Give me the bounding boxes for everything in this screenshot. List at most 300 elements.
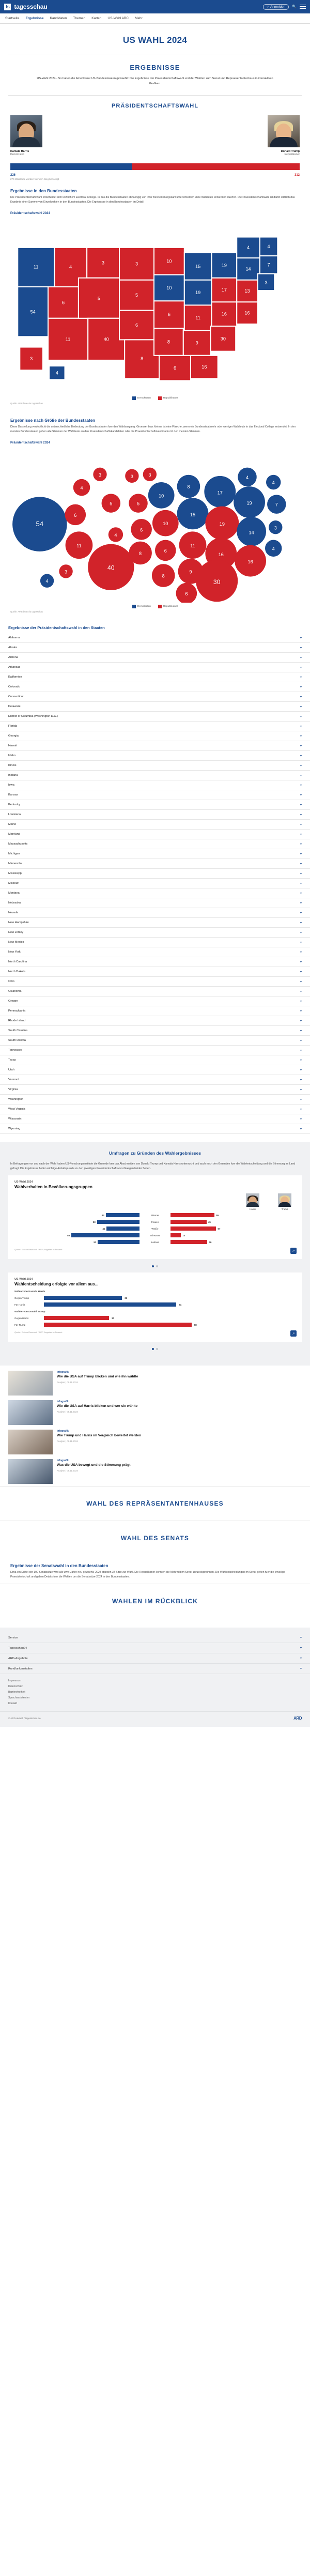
state-row[interactable] (0, 682, 310, 692)
state-row[interactable] (0, 761, 310, 771)
state-name: Nebraska (8, 901, 21, 905)
us-map-cartogram[interactable] (0, 446, 310, 603)
chevron-down-icon: ▾ (300, 1000, 302, 1003)
state-name: Washington (8, 1098, 24, 1101)
nav-item-kandidaten[interactable]: Kandidaten (50, 17, 67, 20)
candidate-name-harris: Kamala Harris (10, 149, 29, 153)
chevron-down-icon: ▾ (300, 685, 302, 689)
page-title: US WAHL 2024 (122, 35, 188, 45)
svg-text:10: 10 (166, 258, 172, 264)
bar-label: Frauen (151, 1220, 159, 1223)
state-row[interactable] (0, 820, 310, 830)
svg-text:15: 15 (195, 264, 201, 269)
nav-item-startseite[interactable]: Startseite (5, 17, 20, 20)
card1-source: Quelle: Edison Research / NEP, Angaben in Prozent (14, 1248, 63, 1251)
banner-house: WAHL DES REPRÄSENTANTENHAUSES (0, 1486, 310, 1521)
candidate-trump (155, 115, 300, 156)
us-map-choropleth[interactable] (0, 216, 310, 394)
bar-value-right: 13 (182, 1234, 185, 1237)
svg-text:17: 17 (217, 490, 223, 496)
card2-sub2: Wähler von Donald Trump (14, 1311, 45, 1314)
poll-bar-row (14, 1213, 296, 1217)
footer-link-sprachassistenten[interactable]: Sprachassistenten (8, 1696, 30, 1700)
chevron-down-icon: ▾ (300, 774, 302, 777)
svg-text:10: 10 (159, 493, 164, 499)
state-name: Missouri (8, 882, 19, 885)
bar-fill-rep (171, 1233, 181, 1237)
chevron-down-icon: ▾ (300, 725, 302, 728)
state-name: Indiana (8, 774, 18, 777)
state-row[interactable] (0, 879, 310, 888)
share-icon[interactable]: ↗ (290, 1330, 297, 1337)
svg-text:4: 4 (245, 474, 249, 480)
nav-item-themen[interactable]: Themen (73, 17, 86, 20)
bar-fill (44, 1302, 176, 1307)
svg-text:3: 3 (274, 525, 277, 531)
hamburger-icon[interactable] (300, 5, 306, 9)
state-row[interactable] (0, 1046, 310, 1055)
state-row[interactable] (0, 771, 310, 780)
card1-bars (14, 1213, 296, 1244)
teaser-item[interactable] (8, 1400, 302, 1425)
bar-value-right: 57 (218, 1227, 221, 1230)
teaser-image-3 (8, 1430, 53, 1454)
state-name: Massachusetts (8, 842, 28, 846)
poll-bar-row (14, 1220, 296, 1224)
teaser-meta: Analyse | 06.11.2024 (57, 1469, 78, 1473)
svg-text:16: 16 (202, 364, 207, 370)
banner-senate: WAHL DES SENATS (0, 1521, 310, 1555)
state-row[interactable] (0, 663, 310, 672)
card1-kicker: US-Wahl 2024 (14, 1180, 33, 1184)
state-row[interactable] (0, 869, 310, 879)
state-row[interactable] (0, 830, 310, 839)
chevron-down-icon: ▾ (300, 990, 302, 993)
candidates-row (0, 115, 310, 156)
state-name: Kalifornien (8, 676, 22, 679)
tagesschau-logo-mark[interactable]: ts (4, 4, 11, 10)
state-row[interactable] (0, 908, 310, 918)
state-row[interactable] (0, 1105, 310, 1114)
svg-text:6: 6 (140, 527, 143, 533)
state-row[interactable] (0, 672, 310, 682)
tagesschau-logo-text[interactable]: tagesschau (14, 3, 48, 10)
chevron-down-icon: ▾ (300, 1078, 302, 1082)
map1-legend (0, 394, 310, 401)
state-name: Ohio (8, 980, 14, 984)
svg-text:19: 19 (219, 521, 225, 527)
state-name: Utah (8, 1068, 14, 1072)
state-name: Mississippi (8, 872, 23, 876)
mini-photo-trump (278, 1193, 291, 1207)
svg-text:3: 3 (30, 356, 33, 361)
nav-item-uswahl-abc[interactable]: US-Wahl ABC (107, 17, 129, 20)
cartogram-section-text: Diese Darstellung verdeutlicht die unterschiedliche Bedeutung der Bundesstaaten fuer den Wahlausgang. Groesser bzw. kleiner ist eine Flaeche, wenn ein Bundesstaat mehr oder weniger Wahlleute in das Electoral College entsendet. In den meisten Bundesstaaten gehen alle Stimmen der Wahlleute an den Praesidentschaftskandidaten oder die Praesidentschaftskandidatin mit den meisten Stimmen. (10, 425, 296, 433)
teaser-meta: Analyse | 06.11.2024 (57, 1381, 78, 1384)
share-icon[interactable]: ↗ (290, 1248, 297, 1254)
state-name: Texas (8, 1059, 16, 1062)
legend-dem: Demokraten (132, 396, 151, 400)
state-name: Maine (8, 823, 17, 826)
bar-left (14, 1240, 140, 1244)
dot-1[interactable] (152, 1348, 154, 1350)
footer-link-kontakt[interactable]: Kontakt (8, 1702, 17, 1706)
chevron-down-icon: ▾ (300, 1068, 302, 1072)
state-row[interactable] (0, 957, 310, 967)
state-row[interactable] (0, 633, 310, 643)
state-row[interactable] (0, 1085, 310, 1095)
bar-right (171, 1233, 296, 1237)
svg-text:11: 11 (76, 543, 82, 548)
state-row[interactable] (0, 800, 310, 810)
bar-left (14, 1226, 140, 1231)
footer-row-ard-angebote[interactable]: ARD-Angebote ▾ (0, 1653, 310, 1664)
bar-right (171, 1213, 296, 1217)
svg-text:3: 3 (265, 280, 268, 285)
state-row[interactable] (0, 859, 310, 869)
chevron-down-icon: ▾ (300, 941, 302, 944)
poll-bar-row (14, 1240, 296, 1244)
legend-dem-2: Demokraten (132, 605, 151, 608)
card2-kicker: US-Wahl 2024 (14, 1278, 33, 1281)
chevron-down-icon: ▾ (300, 1667, 302, 1671)
legend-rep: Republikaner (158, 396, 178, 400)
svg-text:19: 19 (246, 500, 252, 506)
state-row[interactable] (0, 996, 310, 1006)
poll-bar-row (14, 1316, 296, 1320)
state-row[interactable] (0, 947, 310, 957)
chevron-down-icon: ▾ (300, 1117, 302, 1121)
svg-text:4: 4 (69, 264, 72, 270)
svg-text:11: 11 (190, 543, 195, 548)
state-name: West Virginia (8, 1108, 25, 1111)
state-name: Maryland (8, 833, 21, 836)
state-name: Minnesota (8, 862, 22, 866)
state-name: Louisiana (8, 813, 21, 817)
map1-source: Quelle: AP/Edison via tagesschau (10, 402, 43, 405)
state-row[interactable] (0, 702, 310, 712)
teaser-meta: Analyse | 06.11.2024 (57, 1440, 78, 1443)
bar-fill-rep (171, 1213, 214, 1217)
map2-caption: Präsidentschaftswahl 2024 (10, 441, 50, 444)
svg-text:9: 9 (189, 569, 192, 575)
state-row[interactable] (0, 977, 310, 987)
nav-item-mehr[interactable]: Mehr (135, 17, 143, 20)
bar-fill-dem (106, 1226, 140, 1231)
chevron-down-icon: ▾ (300, 676, 302, 679)
chevron-down-icon: ▾ (300, 931, 302, 934)
chevron-down-icon: ▾ (300, 901, 302, 905)
svg-text:16: 16 (244, 310, 250, 316)
chevron-down-icon: ▾ (300, 852, 302, 856)
teaser-kicker: Infografik (57, 1371, 69, 1374)
state-row[interactable] (0, 839, 310, 849)
state-name: New Jersey (8, 931, 24, 934)
state-row[interactable] (0, 731, 310, 741)
teaser-kicker: Infografik (57, 1400, 69, 1404)
state-name: Connecticut (8, 695, 24, 699)
chevron-down-icon: ▾ (300, 715, 302, 718)
dot-2[interactable] (156, 1265, 158, 1267)
card2-bars-trump (14, 1316, 296, 1327)
footer-bottom (0, 1711, 310, 1727)
state-row[interactable] (0, 928, 310, 938)
chevron-down-icon: ▾ (300, 646, 302, 650)
bar-label: Für Harris (14, 1303, 25, 1306)
state-row[interactable] (0, 643, 310, 653)
state-name: New Mexico (8, 941, 24, 944)
state-name: Illinois (8, 764, 17, 768)
carousel-dots-2[interactable] (0, 1347, 310, 1355)
footer (0, 1628, 310, 1727)
bar-fill-dem (98, 1240, 140, 1244)
chevron-down-icon: ▾ (300, 656, 302, 660)
presidential-heading: PRÄSIDENTSCHAFTSWAHL (112, 102, 198, 109)
svg-text:5: 5 (110, 501, 113, 507)
chevron-down-icon: ▾ (300, 1127, 302, 1131)
state-name: Oklahoma (8, 990, 22, 993)
chevron-down-icon: ▾ (300, 744, 302, 748)
state-row[interactable] (0, 1114, 310, 1124)
svg-text:4: 4 (114, 532, 117, 538)
mini-photo-harris (246, 1193, 259, 1207)
bar-left (14, 1233, 140, 1237)
chevron-down-icon: ▾ (300, 1059, 302, 1062)
svg-text:3: 3 (102, 260, 105, 266)
svg-text:6: 6 (174, 365, 177, 371)
poll-bar-row (14, 1323, 296, 1327)
state-name: Pennsylvania (8, 1009, 26, 1013)
chevron-down-icon: ▾ (300, 636, 302, 640)
state-row[interactable] (0, 790, 310, 800)
state-row[interactable] (0, 751, 310, 761)
chevron-down-icon: ▾ (300, 764, 302, 768)
state-row[interactable] (0, 1124, 310, 1134)
login-button[interactable] (263, 4, 289, 10)
bar-value: 68 (194, 1323, 197, 1326)
footer-link-barrierefreiheit[interactable]: Barrierefreiheit (8, 1691, 25, 1694)
card1-title: Wahlverhalten in Bevölkerungsgruppen (14, 1185, 92, 1190)
footer-row-rundfunkanstalten[interactable]: Rundfunkanstalten ▾ (0, 1664, 310, 1674)
teaser-item[interactable] (8, 1459, 302, 1484)
state-name: Vermont (8, 1078, 19, 1082)
bar-value-left: 52 (94, 1240, 97, 1244)
state-row[interactable] (0, 1065, 310, 1075)
state-row[interactable] (0, 938, 310, 947)
chevron-down-icon: ▾ (300, 823, 302, 826)
chevron-down-icon: ▾ (300, 813, 302, 817)
carousel-dots-1[interactable] (0, 1264, 310, 1272)
state-name: Colorado (8, 685, 20, 689)
state-row[interactable] (0, 692, 310, 702)
teaser-list (0, 1366, 310, 1486)
bar-fill-rep (171, 1240, 207, 1244)
state-name: South Dakota (8, 1039, 26, 1042)
state-row[interactable] (0, 849, 310, 859)
chevron-down-icon: ▾ (300, 1019, 302, 1023)
poll-bar-row (14, 1233, 296, 1237)
poll-card-motivation (8, 1272, 302, 1342)
state-name: Wyoming (8, 1127, 21, 1131)
svg-text:40: 40 (107, 564, 115, 572)
nav-item-ergebnisse[interactable]: Ergebnisse (25, 17, 44, 20)
svg-text:13: 13 (244, 288, 250, 294)
state-row[interactable] (0, 1016, 310, 1026)
bar-left (14, 1220, 140, 1224)
svg-text:40: 40 (103, 336, 109, 342)
teaser-title[interactable]: Was die USA bewegt und die Stimmung prägt (57, 1463, 131, 1467)
state-name: Arkansas (8, 666, 21, 669)
teaser-meta: Analyse | 06.11.2024 (57, 1410, 78, 1414)
login-label: Anmelden (270, 5, 286, 9)
svg-text:4: 4 (246, 244, 250, 250)
teaser-title[interactable]: Wie die USA auf Trump blicken und wie ihn wählte (57, 1375, 138, 1379)
state-row[interactable] (0, 1026, 310, 1036)
svg-text:11: 11 (65, 336, 71, 342)
svg-text:16: 16 (247, 559, 253, 564)
svg-text:54: 54 (30, 309, 36, 315)
chevron-down-icon: ▾ (300, 833, 302, 836)
bar-value-left: 85 (67, 1234, 70, 1237)
state-name: Nevada (8, 911, 19, 915)
state-name: Kansas (8, 793, 18, 797)
bar-value-left: 53 (92, 1220, 96, 1223)
svg-text:8: 8 (187, 484, 190, 489)
teaser-image-1 (8, 1371, 53, 1396)
teaser-title[interactable]: Wie Trump und Harris im Vergleich bewertet werden (57, 1434, 141, 1438)
state-name: Georgia (8, 734, 19, 738)
electoral-value-rep: 312 (294, 173, 300, 177)
dot-1[interactable] (152, 1265, 154, 1267)
card2-bars-harris (14, 1296, 296, 1307)
state-row[interactable] (0, 722, 310, 731)
bar-value-left: 42 (101, 1214, 104, 1217)
svg-text:17: 17 (221, 287, 227, 293)
state-name: New Hampshire (8, 921, 29, 925)
chevron-down-icon: ▾ (300, 784, 302, 787)
chevron-down-icon: ▾ (300, 1636, 302, 1640)
state-name: Tennessee (8, 1049, 23, 1052)
candidate-photo-harris (10, 115, 42, 147)
chevron-down-icon: ▾ (300, 1098, 302, 1101)
chevron-down-icon: ▾ (300, 980, 302, 984)
state-row[interactable] (0, 1055, 310, 1065)
footer-link-datenschutz[interactable]: Datenschutz (8, 1685, 23, 1689)
nav-item-karten[interactable]: Karten (91, 17, 102, 20)
cartogram-section-title: Ergebnisse nach Größe der Bundesstaaten (10, 418, 96, 423)
state-row[interactable] (0, 712, 310, 722)
bar-label: Gegen Trump (14, 1296, 29, 1299)
state-row[interactable] (0, 967, 310, 977)
bar-value-right: 46 (209, 1240, 212, 1244)
chevron-down-icon: ▾ (300, 754, 302, 758)
state-name: North Dakota (8, 970, 25, 974)
us-map-svg[interactable] (8, 216, 302, 394)
svg-text:4: 4 (80, 485, 83, 490)
svg-text:6: 6 (135, 322, 138, 328)
card1-left-name: Harris (250, 1208, 256, 1211)
footer-link-impressum[interactable]: Impressum (8, 1679, 21, 1683)
teaser-item[interactable] (8, 1371, 302, 1396)
state-row[interactable] (0, 1095, 310, 1105)
bar-label: Weiße (151, 1227, 159, 1230)
state-row[interactable] (0, 918, 310, 928)
card1-right-name: Trump (281, 1208, 288, 1211)
state-row[interactable] (0, 653, 310, 663)
state-name: New York (8, 950, 21, 954)
banner-retrospective: WAHLEN IM RÜCKBLICK (0, 1584, 310, 1618)
top-bar (0, 0, 310, 13)
footer-row-tagesschau24[interactable]: Tagesschau24 ▾ (0, 1643, 310, 1653)
bar-right (171, 1226, 296, 1231)
chevron-down-icon: ▾ (300, 950, 302, 954)
chevron-down-icon: ▾ (300, 1088, 302, 1092)
svg-text:4: 4 (272, 480, 275, 485)
bar-value-right: 55 (216, 1214, 219, 1217)
state-name: Montana (8, 892, 20, 895)
svg-text:4: 4 (45, 578, 49, 584)
polls-heading: Umfragen zu Gründen des Wahlergebnisses (109, 1151, 202, 1156)
state-row[interactable] (0, 1006, 310, 1016)
svg-text:14: 14 (245, 266, 251, 272)
search-icon[interactable]: 🔍 (292, 5, 297, 9)
teaser-title[interactable]: Wie die USA auf Harris blicken und wer sie wählte (57, 1404, 138, 1408)
state-name: Iowa (8, 784, 14, 787)
state-name: District of Columbia (Washington D.C.) (8, 715, 58, 718)
state-row[interactable] (0, 780, 310, 790)
svg-text:5: 5 (137, 501, 140, 507)
electoral-values (0, 172, 310, 177)
svg-text:8: 8 (141, 356, 144, 361)
svg-text:16: 16 (221, 311, 227, 317)
state-row[interactable] (0, 810, 310, 820)
electoral-bar (10, 163, 300, 170)
chevron-down-icon: ▾ (300, 1029, 302, 1033)
electoral-bar-dem (10, 163, 132, 170)
svg-text:19: 19 (195, 289, 201, 295)
senate-states-text: Etwa ein Drittel der 100 Senatssitze wird alle zwei Jahre neu gewaehlt. 2024 standen 34 Sitze zur Wahl. Die Republikaner konnten die Mehrheit im Senat zurueckgewinnen. Die Wahlentscheidungen im Senat gelten fuer die jeweilige Praesidentschaft und geben Details fuer die Wahlen um die Senatssitze 2024 in den Bundesstaaten. (10, 1571, 285, 1579)
senate-states-title: Ergebnisse der Senatswahl in den Bundesstaaten (10, 1563, 109, 1569)
us-cartogram-svg[interactable] (8, 446, 302, 603)
svg-text:8: 8 (162, 573, 165, 579)
legend-rep-2: Republikaner (158, 605, 178, 608)
bar-right (171, 1240, 296, 1244)
card2-source: Quelle: Edison Research / NEP, Angaben in Prozent (14, 1331, 63, 1334)
teaser-item[interactable] (8, 1430, 302, 1454)
chevron-down-icon: ▾ (300, 921, 302, 925)
state-row[interactable] (0, 1075, 310, 1085)
state-name: Alaska (8, 646, 17, 650)
state-name: South Carolina (8, 1029, 28, 1033)
state-row[interactable] (0, 898, 310, 908)
state-row[interactable] (0, 888, 310, 898)
state-row[interactable] (0, 1036, 310, 1046)
dot-2[interactable] (156, 1348, 158, 1350)
chevron-down-icon: ▾ (300, 1657, 302, 1661)
state-name: Delaware (8, 705, 21, 709)
chevron-down-icon: ▾ (300, 911, 302, 915)
chevron-down-icon: ▾ (300, 793, 302, 797)
svg-text:10: 10 (163, 520, 168, 526)
state-row[interactable] (0, 741, 310, 751)
chevron-down-icon: ▾ (300, 1049, 302, 1052)
states-list (0, 633, 310, 1134)
chevron-down-icon: ▾ (300, 872, 302, 876)
state-row[interactable] (0, 987, 310, 996)
footer-row-service[interactable]: Service ▾ (0, 1633, 310, 1643)
svg-text:4: 4 (55, 370, 58, 376)
svg-text:9: 9 (195, 340, 198, 346)
